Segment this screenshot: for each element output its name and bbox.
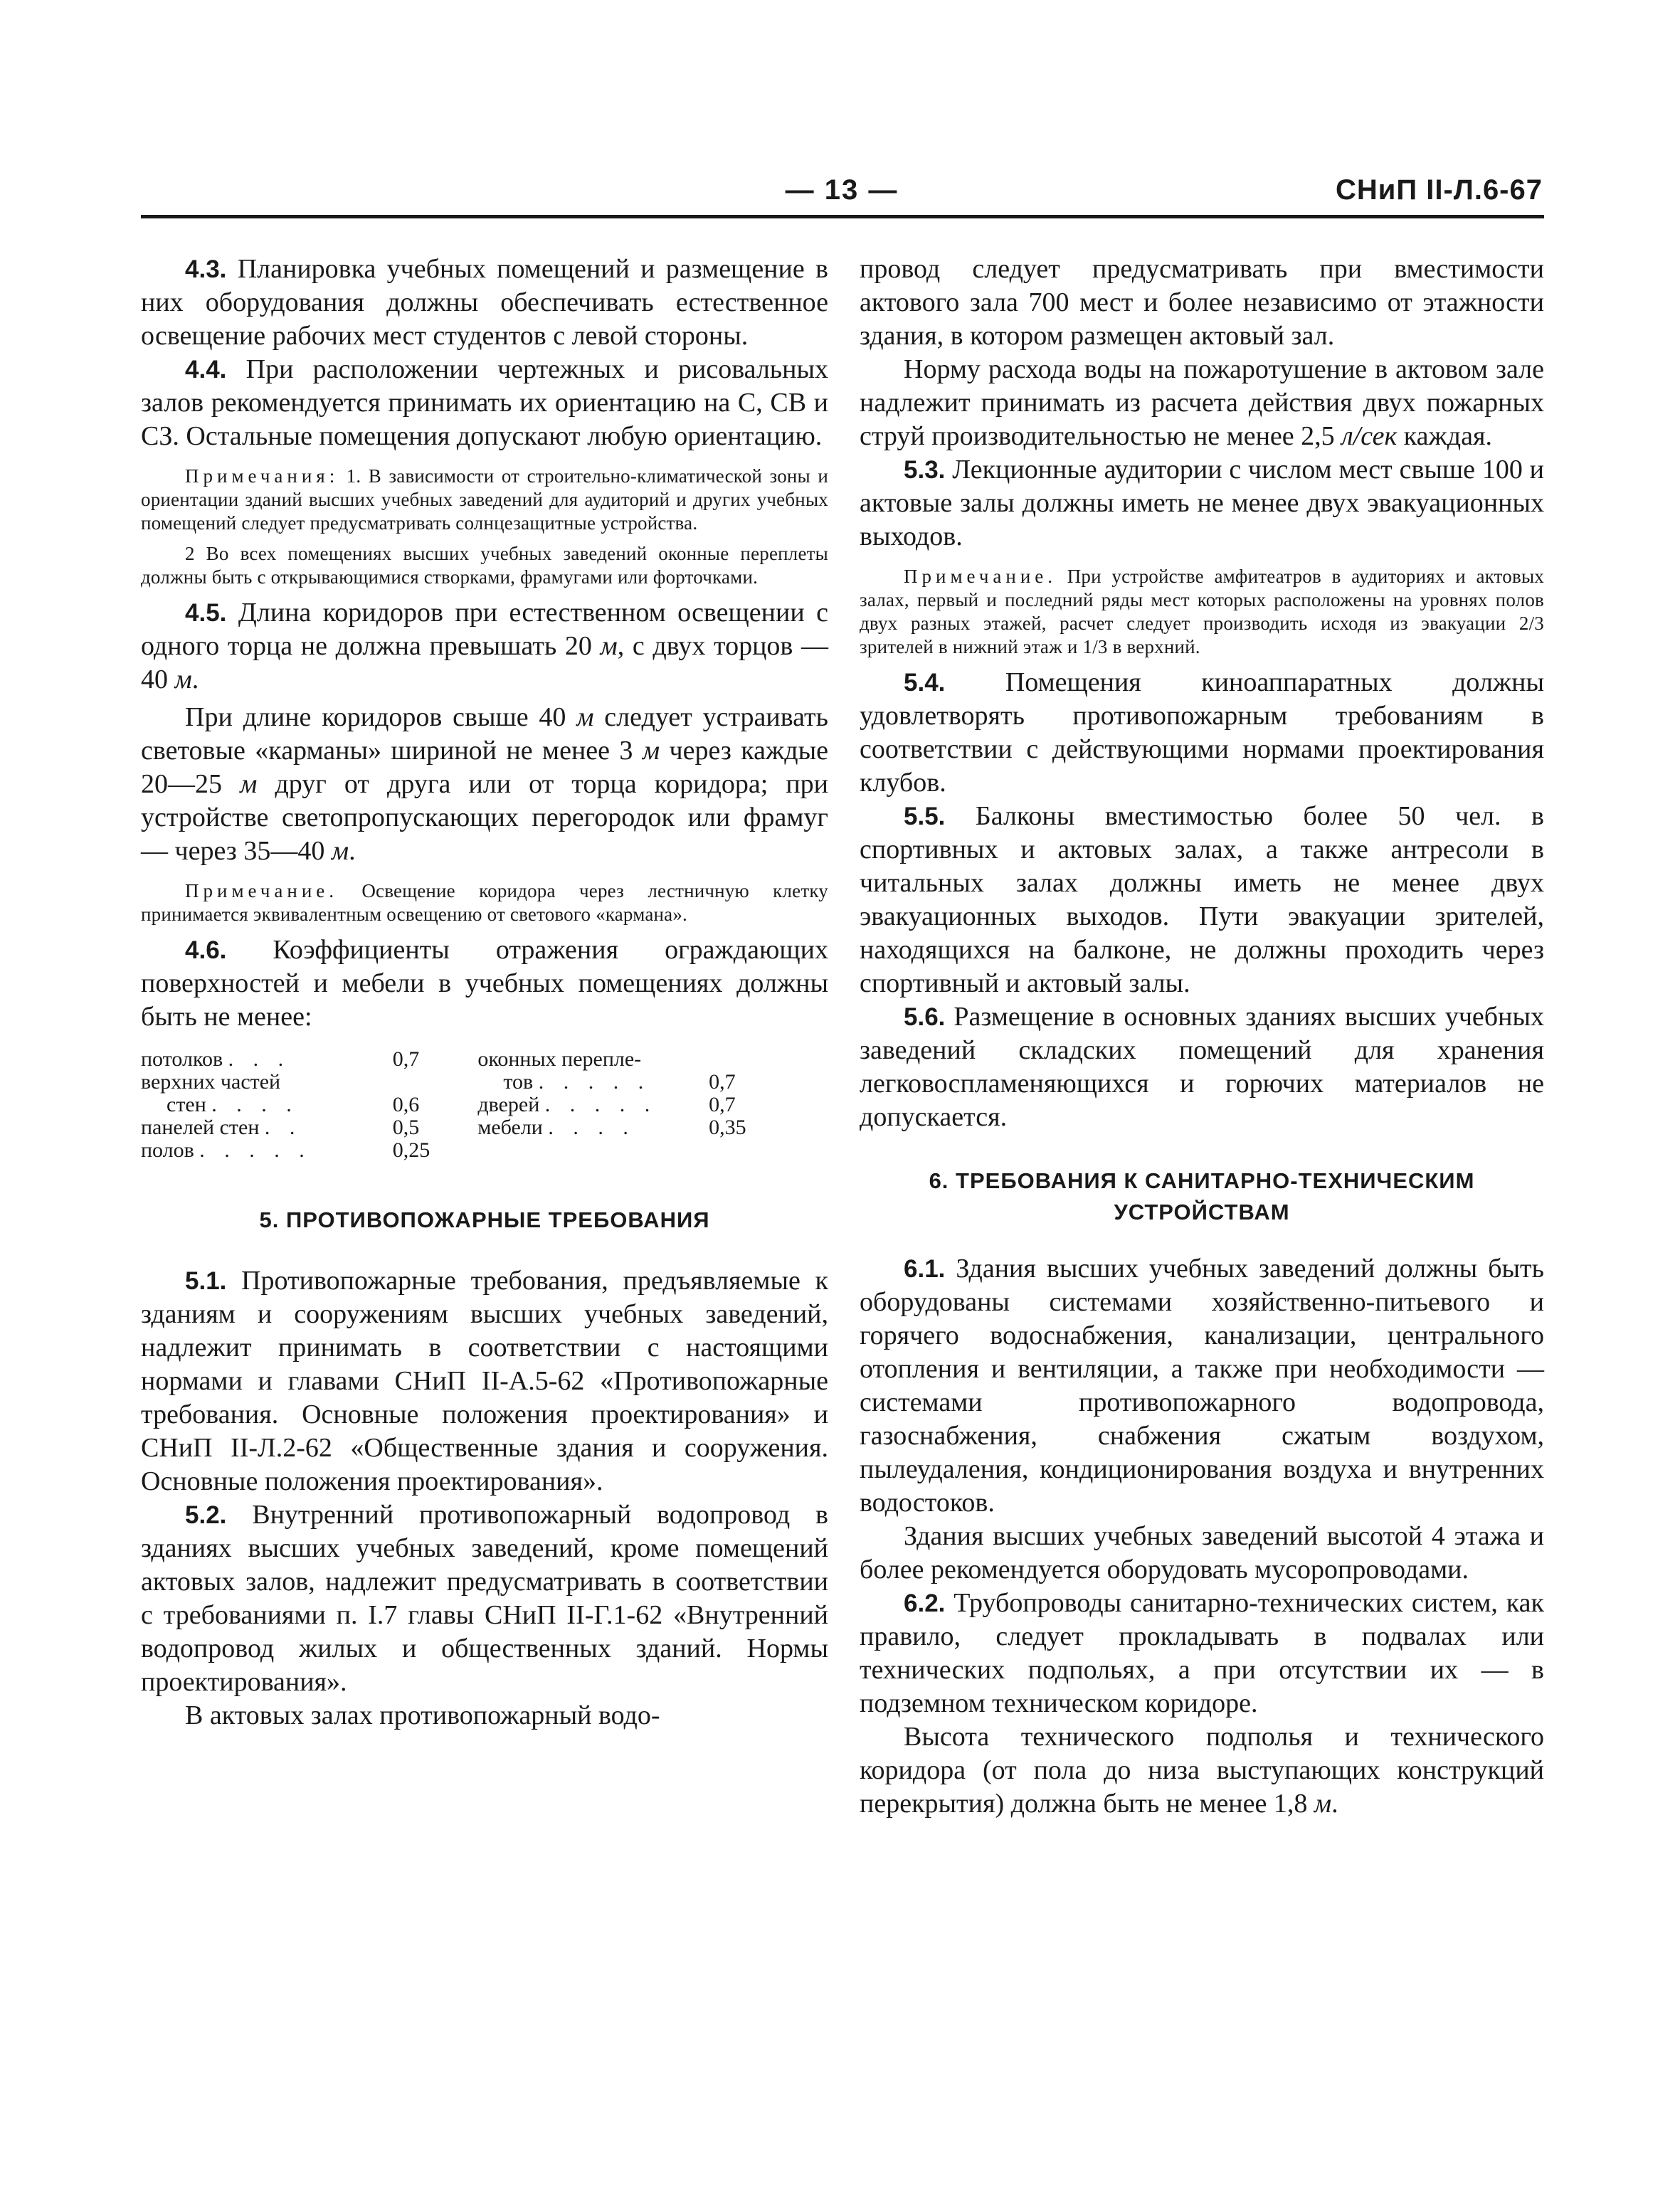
paragraph-4-5-b: При длине коридоров свыше 40 м следует устраивать световые «карманы» шириной не менее 3 м через каждые 20—25 м друг от друга или от торца коридора; при устройстве светопропускающих перегородок или фрамуг — через 35—40 м.: [141, 702, 829, 866]
right-column: [860, 253, 1544, 1821]
paragraph-water-norm: Норму расхода воды на пожаротушение в актовом зале надлежит принимать из расчета действия двух пожарных струй производительностью не менее 2,5 л/сек каждая.: [860, 354, 1544, 451]
paragraph-4-3: 4.3. Планировка учебных помещений и размещение в них оборудования должны обеспечивать естественное освещение рабочих мест студентов с левой стороны.: [141, 254, 828, 351]
page-header: [141, 174, 1543, 210]
page-number: — 13 —: [785, 174, 899, 206]
paragraph-4-4: 4.4. При расположении чертежных и рисовальных залов рекомендуется принимать их ориентацию на С, СВ и СЗ. Остальные помещения допускают любую ориентацию.: [141, 354, 828, 451]
table-row: панелей стен . . 0,5 мебели . . . . 0,35: [141, 1116, 746, 1139]
paragraph-4-5: 4.5. Длина коридоров при естественном освещении с одного торца не должна превышать 20 м, с двух торцов —40 м.: [141, 598, 828, 694]
note-4-5: Примечание. Освещение коридора через лестничную клетку принимается эквивалентным освещению от светового «кармана».: [141, 880, 828, 925]
note-4-4-1: Примечания: 1. В зависимости от строительно-климатической зоны и ориентации зданий высших учебных заведений для аудиторий и других учебных помещений следует предусматривать солнцезащитные устройства.: [141, 465, 828, 534]
paragraph-6-1-b: Здания высших учебных заведений высотой 4 этажа и более рекомендуется оборудовать мусоропроводами.: [860, 1521, 1544, 1584]
table-row: полов . . . . . 0,25: [141, 1138, 430, 1162]
table-row: потолков . . . 0,7 оконных перепле-: [141, 1047, 642, 1071]
paragraph-5-2-continued: провод следует предусматривать при вместимости актового зала 700 мест и более независимо от этажности здания, в котором размещен актовый зал.: [860, 254, 1544, 351]
paragraph-5-3: 5.3. Лекционные аудитории с числом мест свыше 100 и актовые залы должны иметь не менее двух эвакуационных выходов.: [860, 455, 1544, 551]
paragraph-5-5: 5.5. Балконы вместимостью более 50 чел. в спортивных и актовых залах, а также антресоли в читальных залах должны иметь не менее двух эвакуационных выходов. Пути эвакуации зрителей, находящихся на балконе, не должны проходить через спортивный и актовый залы.: [860, 801, 1544, 998]
paragraph-5-1: 5.1. Противопожарные требования, предъявляемые к зданиям и сооружениям высших учебных заведений, надлежит принимать в соответствии с настоящими нормами и главами СНиП II-А.5-62 «Противопожарные требования. Основные положения проектирования» и СНиП II-Л.2-62 «Общественные здания и сооружения. Основные положения проектирования».: [141, 1266, 828, 1496]
document-code: СНиП II-Л.6-67: [1335, 174, 1543, 206]
paragraph-6-2: 6.2. Трубопроводы санитарно-технических систем, как правило, следует прокладывать в подвалах или технических подпольях, а при отсутствии их — в подземном техническом коридоре.: [860, 1588, 1544, 1718]
note-4-4-2: 2 Во всех помещениях высших учебных заведений оконные переплеты должны быть с открывающимися створками, фрамугами или форточками.: [141, 543, 828, 588]
section-5-title: 5. ПРОТИВОПОЖАРНЫЕ ТРЕБОВАНИЯ: [259, 1207, 710, 1232]
header-rule: [141, 215, 1544, 218]
paragraph-5-2: 5.2. Внутренний противопожарный водопровод в зданиях высших учебных заведений, кроме помещений актовых залов, надлежит предусматривать в соответствии с требованиями п. I.7 главы СНиП II-Г.1-62 «Внутренний водопровод жилых и общественных зданий. Нормы проектирования».: [141, 1500, 828, 1697]
paragraph-6-2-b: Высота технического подполья и технического коридора (от пола до низа выступающих конструкций перекрытия) должна быть не менее 1,8 м.: [860, 1722, 1544, 1819]
paragraph-6-1: 6.1. Здания высших учебных заведений должны быть оборудованы системами хозяйственно-питьевого и горячего водоснабжения, канализации, центрального отопления и вентиляции, а также при необходимости — системами противопожарного водопровода, газоснабжения, снабжения сжатым воздухом, пылеудаления, кондиционирования воздуха и внутренних водостоков.: [860, 1254, 1544, 1518]
paragraph-4-6: 4.6. Коэффициенты отражения ограждающих поверхностей и мебели в учебных помещениях должны быть не менее:: [141, 935, 828, 1032]
paragraph-5-4: 5.4. Помещения киноаппаратных должны удовлетворять противопожарным требованиям в соответствии с действующими нормами проектирования клубов.: [860, 667, 1544, 798]
table-row: стен . . . . 0,6 дверей . . . . . 0,7: [167, 1093, 736, 1116]
left-column: [141, 253, 828, 1732]
paragraph-5-6: 5.6. Размещение в основных зданиях высших учебных заведений складских помещений для хранения легковоспламеняющихся и горючих материалов не допускается.: [860, 1002, 1544, 1132]
note-5-3: Примечание. При устройстве амфитеатров в аудиториях и актовых залах, первый и последний ряды мест которых расположены на уровнях полов двух разных этажей, расчет следует производить исходя из эвакуации 2/3 зрителей в нижний этаж и 1/3 в верхний.: [860, 566, 1544, 657]
reflection-coefficients-table: [141, 1048, 828, 1162]
table-row: верхних частей тов . . . . . 0,7: [141, 1070, 736, 1094]
section-6-title: 6. ТРЕБОВАНИЯ К САНИТАРНО-ТЕХНИЧЕСКИМ УСТРОЙСТВАМ: [929, 1168, 1475, 1224]
paragraph-5-2-b: В актовых залах противопожарный водо-: [185, 1700, 660, 1730]
